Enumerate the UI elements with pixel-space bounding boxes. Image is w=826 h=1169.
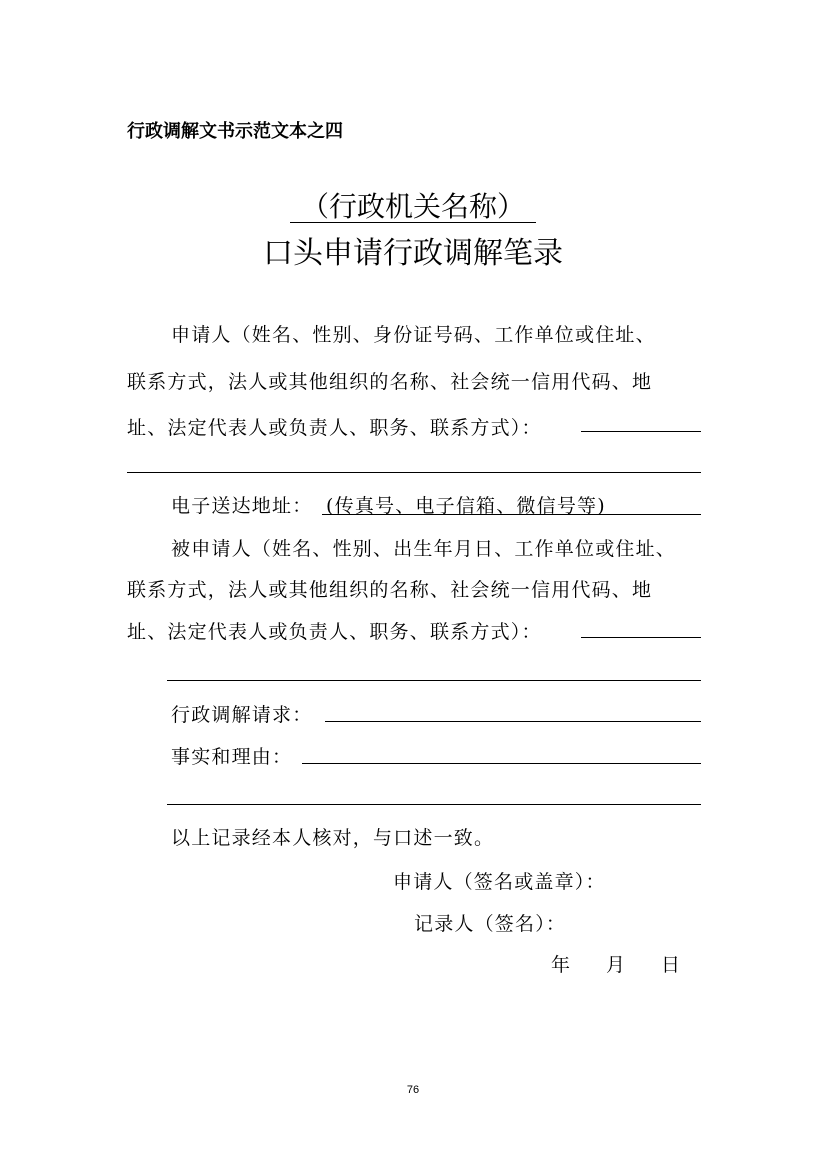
applicant-signature-label: 申请人（签名或盖章）： [393,871,606,893]
electronic-address-hint: (传真号、电子信箱、微信号等) [326,495,606,517]
applicant-line-1: 申请人（姓名、性别、身份证号码、工作单位或住址、 [171,324,656,346]
page-number: 76 [406,1084,420,1096]
facts-reasons-label: 事实和理由： [171,746,293,768]
respondent-fill-line-2[interactable] [167,680,701,681]
facts-reasons-line[interactable] [302,763,701,764]
electronic-address-line[interactable] [322,514,701,515]
applicant-line-3: 址、法定代表人或负责人、职务、联系方式）： [127,417,542,439]
respondent-line-1: 被申请人（姓名、性别、出生年月日、工作单位或住址、 [171,538,677,560]
date-day-label: 日 [661,954,682,976]
applicant-fill-line-2[interactable] [127,472,701,473]
confirmation-statement: 以上记录经本人核对，与口述一致。 [171,827,495,849]
document-header: 行政调解文书示范文本之四 [127,121,343,142]
date-month-label: 月 [606,954,627,976]
applicant-line-2: 联系方式，法人或其他组织的名称、社会统一信用代码、地 [127,371,653,393]
mediation-request-line[interactable] [325,721,701,722]
mediation-request-label: 行政调解请求： [171,704,313,726]
agency-name-title: （行政机关名称） [300,190,525,223]
respondent-line-2: 联系方式，法人或其他组织的名称、社会统一信用代码、地 [127,579,653,601]
respondent-fill-line[interactable] [581,637,701,638]
respondent-line-3: 址、法定代表人或负责人、职务、联系方式）： [127,621,542,643]
document-title: 口头申请行政调解笔录 [263,236,563,271]
applicant-fill-line[interactable] [581,431,701,432]
electronic-address-label: 电子送达地址： [171,495,313,517]
facts-reasons-line-2[interactable] [167,804,701,805]
agency-name-underline [290,222,536,223]
recorder-signature-label: 记录人（签名）： [414,913,567,935]
date-year-label: 年 [551,954,572,976]
